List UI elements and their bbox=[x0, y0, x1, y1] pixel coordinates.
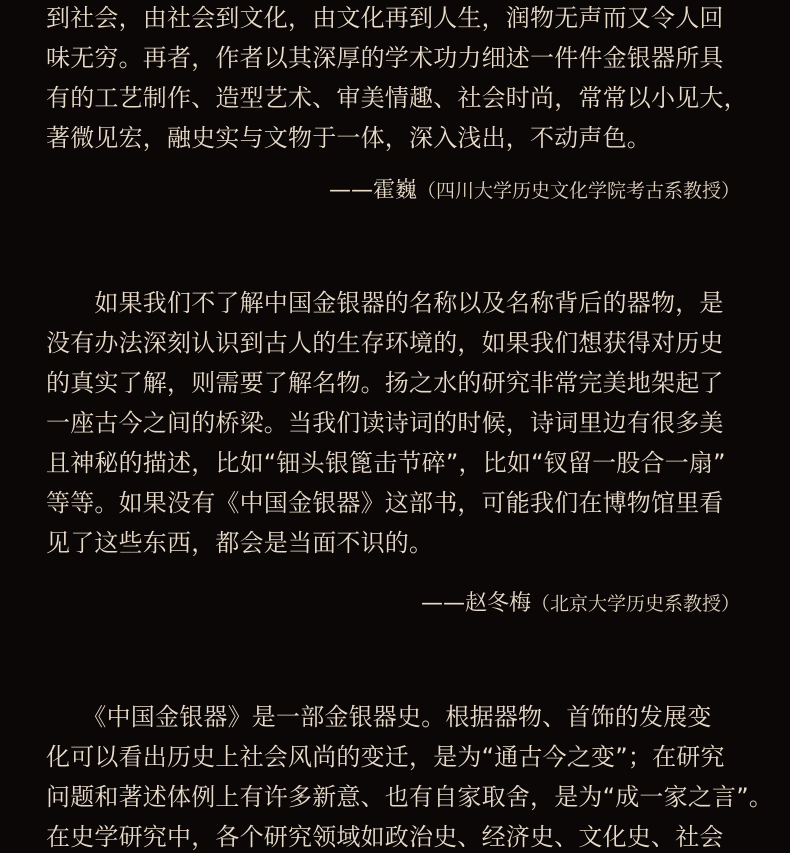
review-2-line-3: 的真实了解，则需要了解名物。扬之水的研究非常完美地架起了 bbox=[46, 369, 724, 397]
review-2-line-1: 如果我们不了解中国金银器的名称以及名称背后的器物，是 bbox=[46, 289, 724, 317]
review-2-line-5: 且神秘的描述，比如“钿头银篦击节碎”，比如“钗留一股合一扇” bbox=[46, 449, 726, 477]
review-1-line-1: 到社会，由社会到文化，由文化再到人生，润物无声而又令人回 bbox=[46, 4, 724, 32]
review-3-line-4: 在史学研究中，各个研究领域如政治史、经济史、文化史、社会 bbox=[46, 823, 724, 851]
review-2-signature bbox=[421, 589, 740, 618]
review-1-signature bbox=[329, 176, 740, 205]
review-paragraph-2 bbox=[46, 283, 746, 563]
review-1-line-2: 味无穷。再者，作者以其深厚的学术功力细述一件件金银器所具 bbox=[46, 44, 724, 72]
review-2-affiliation: （北京大学历史系教授） bbox=[530, 593, 740, 615]
review-1-author: ——霍巍 bbox=[328, 178, 417, 203]
review-2-author: ——赵冬梅 bbox=[420, 591, 531, 616]
review-2-line-4: 一座古今之间的桥梁。当我们读诗词的时候，诗词里边有很多美 bbox=[46, 409, 724, 437]
review-1-affiliation: （四川大学历史文化学院考古系教授） bbox=[416, 180, 740, 202]
review-paragraph-3 bbox=[46, 697, 774, 853]
review-paragraph-1 bbox=[46, 0, 746, 158]
review-2-line-7: 见了这些东西，都会是当面不识的。 bbox=[46, 529, 434, 557]
review-3-line-2: 化可以看出历史上社会风尚的变迁，是为“通古今之变”；在研究 bbox=[46, 743, 725, 771]
review-3-line-1: 《中国金银器》是一部金银器史。根据器物、首饰的发展变 bbox=[46, 703, 712, 731]
review-2-line-2: 没有办法深刻认识到古人的生存环境的，如果我们想获得对历史 bbox=[46, 329, 724, 357]
review-1-line-4: 著微见宏，融史实与文物于一体，深入浅出，不动声色。 bbox=[46, 124, 651, 152]
review-3-line-3: 问题和著述体例上有许多新意、也有自家取舍，是为“成一家之言”。 bbox=[46, 783, 774, 811]
review-2-line-6: 等等。如果没有《中国金银器》这部书，可能我们在博物馆里看 bbox=[46, 489, 724, 517]
review-1-line-3: 有的工艺制作、造型艺术、审美情趣、社会时尚，常常以小见大， bbox=[46, 84, 748, 112]
